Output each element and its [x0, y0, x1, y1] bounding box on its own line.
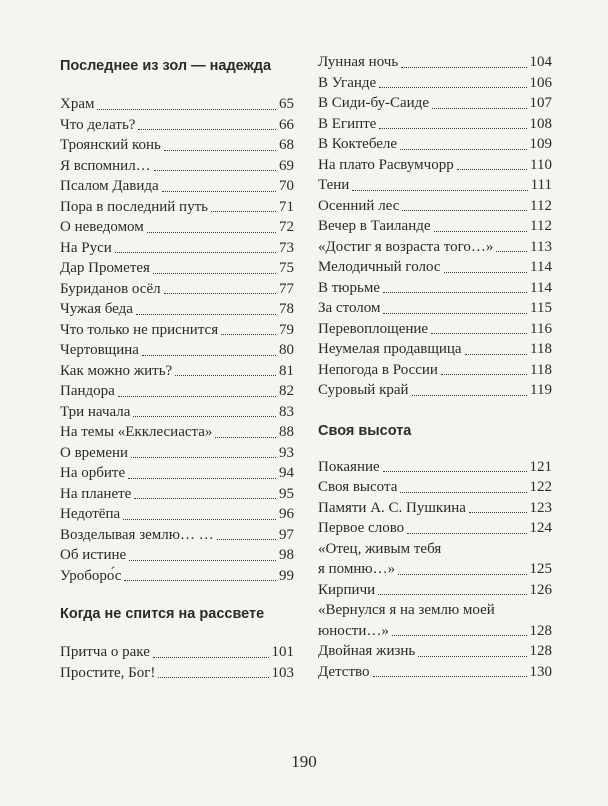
toc-entry-page: 119	[530, 382, 552, 398]
toc-entry-title: Пандора	[60, 383, 115, 399]
toc-entry-page: 106	[529, 74, 552, 91]
toc-entry-page: 98	[279, 547, 294, 563]
toc-entry-page: 69	[279, 157, 294, 174]
toc-entry-title: На темы «Екклесиаста»	[60, 424, 213, 440]
toc-entry-title: В Коктебеле	[318, 136, 398, 152]
toc-entry	[60, 402, 294, 423]
toc-entry-title: Притча о раке	[60, 644, 150, 660]
toc-entry-title: Кирпичи	[318, 581, 376, 598]
dot-leader	[164, 150, 276, 151]
toc-entry-title: В тюрьме	[318, 279, 381, 296]
toc-entry-title: Простите, Бог!	[60, 664, 156, 681]
dot-leader	[431, 333, 527, 334]
toc-entry	[318, 518, 552, 539]
dot-leader	[175, 375, 276, 376]
dot-leader	[118, 396, 276, 397]
toc-entry-page: 88	[279, 424, 294, 440]
section-heading: Последнее из зол — надежда	[60, 58, 272, 74]
toc-entry-title: На планете	[60, 485, 132, 502]
toc-entry	[318, 360, 552, 381]
toc-list	[60, 642, 294, 683]
toc-entry-title: Покаяние	[318, 458, 380, 475]
toc-entry-page: 128	[529, 622, 552, 639]
section-heading: Своя высота	[318, 422, 412, 439]
toc-entry-page: 78	[279, 301, 294, 317]
toc-entry-title: Непогода в России	[318, 361, 438, 378]
dot-leader	[412, 395, 528, 396]
toc-entry-page: 123	[529, 499, 552, 516]
toc-entry-page: 121	[529, 458, 552, 475]
dot-leader	[401, 67, 526, 68]
toc-entry	[60, 484, 294, 505]
toc-entry-page: 83	[279, 403, 294, 420]
toc-entry-title: Тени	[318, 177, 350, 193]
dot-leader	[379, 128, 526, 129]
dot-leader	[133, 416, 276, 417]
toc-entry	[318, 477, 552, 498]
toc-list	[318, 52, 552, 401]
toc-entry	[318, 380, 552, 401]
dot-leader	[383, 471, 527, 472]
dot-leader	[392, 635, 527, 636]
dot-leader	[158, 677, 268, 678]
toc-entry	[318, 278, 552, 299]
toc-entry-title: юности…»	[318, 622, 389, 639]
toc-entry-title: «Достиг я возраста того…»	[318, 238, 494, 255]
toc-entry-title: Буриданов осёл	[60, 280, 161, 297]
toc-entry-title: За столом	[318, 300, 381, 316]
toc-entry	[318, 662, 552, 683]
dot-leader	[138, 129, 276, 130]
toc-entry-page: 118	[530, 341, 552, 357]
toc-entry	[318, 114, 552, 135]
toc-entry-title: Псалом Давида	[60, 178, 159, 194]
toc-entry-page: 71	[279, 198, 294, 215]
toc-entry	[318, 298, 552, 319]
toc-entry-page: 81	[279, 362, 294, 379]
toc-entry	[318, 457, 552, 478]
dot-leader	[418, 656, 526, 657]
toc-entry-page: 82	[279, 383, 294, 399]
toc-entry	[318, 73, 552, 94]
toc-entry-title: Чужая беда	[60, 301, 133, 317]
toc-entry-page: 111	[530, 177, 552, 193]
toc-entry	[318, 539, 552, 580]
toc-entry-title: В Сиди-бу-Саиде	[318, 95, 429, 111]
toc-entry-page: 97	[279, 526, 294, 543]
toc-entry	[60, 663, 294, 684]
dot-leader	[465, 354, 527, 355]
toc-entry-title: На орбите	[60, 465, 126, 481]
toc-entry	[318, 93, 552, 114]
toc-entry	[60, 525, 294, 546]
toc-entry-page: 122	[529, 479, 552, 495]
toc-entry-page: 113	[530, 238, 552, 255]
dot-leader	[373, 676, 527, 677]
dot-leader	[153, 657, 269, 658]
toc-entry	[318, 257, 552, 278]
toc-entry-title: На плато Расвумчорр	[318, 156, 454, 173]
dot-leader	[147, 232, 276, 233]
dot-leader	[154, 170, 276, 171]
toc-entry-page: 70	[279, 178, 294, 194]
dot-leader	[136, 314, 276, 315]
dot-leader	[128, 478, 276, 479]
toc-entry-title: Памяти А. С. Пушкина	[318, 499, 466, 516]
toc-entry-title: я помню…»	[318, 561, 396, 577]
dot-leader	[383, 313, 527, 314]
toc-entry	[318, 339, 552, 360]
dot-leader	[211, 211, 276, 212]
toc-entry	[318, 52, 552, 73]
toc-entry	[60, 135, 294, 156]
toc-entry-page: 125	[529, 561, 552, 577]
toc-entry-title: Двойная жизнь	[318, 643, 416, 659]
toc-entry-title: В Уганде	[318, 74, 377, 91]
toc-entry-page: 80	[279, 342, 294, 358]
dot-leader	[129, 560, 276, 561]
toc-entry-page: 112	[530, 218, 552, 234]
toc-entry	[318, 175, 552, 196]
toc-entry	[60, 340, 294, 361]
dot-leader	[131, 457, 276, 458]
dot-leader	[352, 190, 527, 191]
toc-left-column	[60, 52, 294, 683]
toc-entry-title: Мелодичный голос	[318, 259, 441, 275]
toc-entry-page: 101	[271, 644, 294, 660]
section-heading: Когда не спится на рассвете	[60, 606, 265, 622]
toc-entry-title: Вечер в Таиланде	[318, 218, 431, 234]
toc-entry-title: Первое слово	[318, 520, 405, 536]
toc-entry-page: 94	[279, 465, 294, 481]
toc-entry-page: 65	[279, 96, 294, 112]
dot-leader	[215, 437, 276, 438]
toc-entry	[318, 600, 552, 641]
toc-entry	[60, 156, 294, 177]
toc-entry-page: 95	[279, 485, 294, 502]
toc-entry	[60, 115, 294, 136]
toc-entry-page: 93	[279, 444, 294, 461]
toc-entry-page: 110	[530, 156, 552, 173]
toc-entry-page: 128	[529, 643, 552, 659]
toc-entry-title: Недотёпа	[60, 506, 121, 522]
toc-entry-title-line: «Отец, живым тебя	[318, 540, 442, 557]
toc-list	[60, 94, 294, 586]
toc-entry	[318, 319, 552, 340]
toc-entry	[60, 381, 294, 402]
toc-entry-title: В Египте	[318, 115, 377, 132]
dot-leader	[97, 109, 276, 110]
toc-entry-title: Своя высота	[318, 479, 398, 495]
toc-entry-title: О неведомом	[60, 219, 144, 235]
dot-leader	[134, 498, 276, 499]
toc-entry	[60, 422, 294, 443]
dot-leader	[164, 293, 276, 294]
toc-entry-title-line: «Вернулся я на землю моей	[318, 602, 495, 618]
dot-leader	[407, 533, 526, 534]
toc-entry-title: Пора в последний путь	[60, 198, 208, 215]
toc-entry-page: 114	[530, 279, 552, 296]
toc-entry-page: 96	[279, 506, 294, 522]
page-number: 190	[291, 752, 317, 771]
toc-entry-title: Что делать?	[60, 116, 136, 133]
toc-right-column	[318, 52, 552, 682]
toc-entry-title: Три начала	[60, 403, 131, 420]
toc-entry-page: 104	[529, 54, 552, 70]
dot-leader	[400, 149, 526, 150]
toc-entry-title: Что только не приснится	[60, 321, 219, 338]
dot-leader	[124, 580, 276, 581]
toc-entry-title: Лунная ночь	[318, 54, 399, 70]
toc-entry-page: 107	[529, 95, 552, 111]
toc-entry-page: 114	[530, 259, 552, 275]
toc-entry-title: Детство	[318, 663, 370, 680]
dot-leader	[432, 108, 527, 109]
dot-leader	[115, 252, 276, 253]
toc-entry	[60, 443, 294, 464]
toc-entry	[60, 94, 294, 115]
toc-entry-page: 77	[279, 280, 294, 297]
toc-entry	[318, 216, 552, 237]
toc-entry-title: Суровый край	[318, 382, 409, 398]
toc-entry-title: Как можно жить?	[60, 362, 173, 379]
toc-list	[318, 457, 552, 683]
dot-leader	[457, 169, 527, 170]
toc-entry	[318, 155, 552, 176]
toc-entry-title: Осенний лес	[318, 197, 400, 214]
dot-leader	[402, 210, 527, 211]
toc-entry-page: 130	[529, 663, 552, 680]
toc-entry	[60, 361, 294, 382]
dot-leader	[217, 539, 276, 540]
toc-entry	[60, 279, 294, 300]
toc-entry-row	[318, 621, 552, 642]
toc-entry	[60, 504, 294, 525]
toc-entry	[318, 196, 552, 217]
toc-entry-row	[318, 559, 552, 580]
dot-leader	[153, 273, 276, 274]
toc-entry-page: 124	[529, 520, 552, 536]
toc-entry	[60, 463, 294, 484]
toc-entry-title: Троянский конь	[60, 137, 161, 153]
toc-entry-title: Храм	[60, 96, 95, 112]
toc-entry-page: 118	[530, 361, 552, 378]
toc-entry-page: 79	[279, 321, 294, 338]
toc-entry	[60, 299, 294, 320]
toc-entry	[60, 642, 294, 663]
toc-entry-page: 103	[271, 664, 294, 681]
toc-entry-page: 108	[529, 115, 552, 132]
toc-entry	[60, 545, 294, 566]
dot-leader	[441, 374, 527, 375]
toc-entry	[60, 566, 294, 587]
toc-entry-page: 73	[279, 239, 294, 256]
toc-entry-page: 99	[279, 567, 294, 584]
toc-entry-title: Неумелая продавщица	[318, 341, 462, 357]
toc-entry	[60, 217, 294, 238]
toc-entry	[60, 197, 294, 218]
dot-leader	[383, 292, 527, 293]
toc-entry	[318, 498, 552, 519]
dot-leader	[398, 574, 526, 575]
toc-entry-page: 75	[279, 260, 294, 276]
dot-leader	[434, 231, 528, 232]
toc-entry-title: Чертовщина	[60, 342, 139, 358]
toc-entry	[318, 237, 552, 258]
dot-leader	[444, 272, 528, 273]
toc-entry-page: 112	[530, 197, 552, 214]
dot-leader	[378, 594, 526, 595]
toc-entry	[60, 320, 294, 341]
dot-leader	[379, 87, 526, 88]
toc-entry	[60, 238, 294, 259]
toc-entry-title: Об истине	[60, 547, 127, 563]
dot-leader	[123, 519, 276, 520]
toc-entry-page: 68	[279, 137, 294, 153]
toc-entry	[60, 176, 294, 197]
toc-entry-title: Дар Прометея	[60, 260, 150, 276]
toc-entry	[318, 580, 552, 601]
toc-entry-page: 109	[529, 136, 552, 152]
toc-entry-title: На Руси	[60, 239, 112, 256]
toc-entry-title: Я вспомнил…	[60, 157, 151, 174]
toc-entry-page: 66	[279, 116, 294, 133]
toc-entry-title: О времени	[60, 444, 129, 461]
dot-leader	[496, 251, 527, 252]
dot-leader	[469, 512, 527, 513]
toc-entry-title: Возделывая землю… …	[60, 526, 214, 543]
toc-entry-page: 116	[530, 320, 552, 337]
dot-leader	[142, 355, 276, 356]
toc-entry	[318, 134, 552, 155]
toc-entry-title: Перевоплощение	[318, 320, 429, 337]
toc-entry-title: Уроборо́с	[60, 567, 122, 584]
dot-leader	[162, 191, 276, 192]
toc-entry-page: 126	[529, 581, 552, 598]
toc-entry	[318, 641, 552, 662]
dot-leader	[221, 334, 276, 335]
toc-entry	[60, 258, 294, 279]
dot-leader	[400, 492, 526, 493]
toc-entry-page: 115	[530, 300, 552, 316]
toc-entry-page: 72	[279, 219, 294, 235]
